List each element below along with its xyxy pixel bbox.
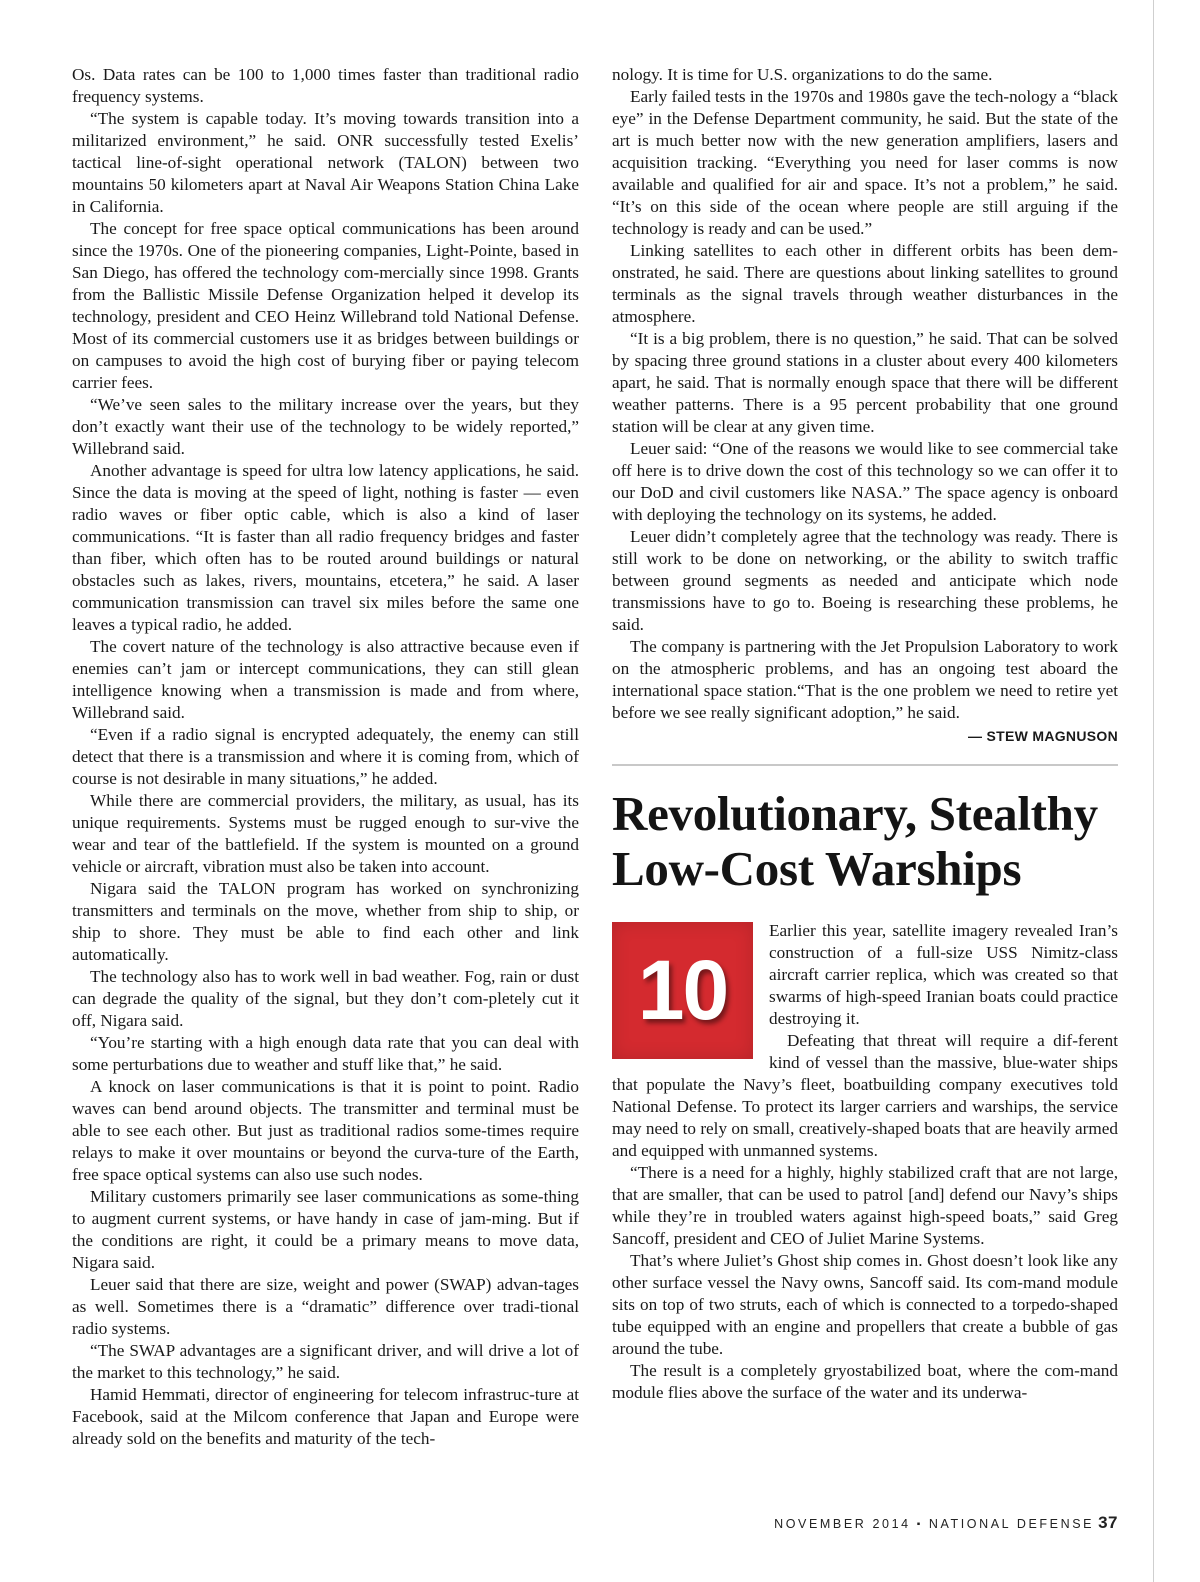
footer-issue-date: NOVEMBER 2014 <box>774 1517 911 1531</box>
left-paragraph: While there are commercial providers, the military, as usual, has its unique requirements. Systems must be rugged enough to sur-vive the wear and tear of the battlefield. If the system is mounted on a ground vehicle or aircraft, vibration must also be taken into account. <box>72 791 579 876</box>
article-paragraph: “There is a need for a highly, highly stabilized craft that are not large, that are smaller, that can be used to patrol [and] defend our Navy’s ships while they’re in troubled waters against high-speed boats,” said Greg Sancoff, president and CEO of Juliet Marine Systems. <box>612 1163 1118 1248</box>
right-paragraph: Leuer said: “One of the reasons we would like to see commercial take off here is to drive down the cost of this technology so we can offer it to our DoD and civil customers like NASA.” The space agency is onboard with deploying the technology on its systems, he added. <box>612 439 1118 524</box>
right-paragraph: nology. It is time for U.S. organizations to do the same. <box>612 65 993 84</box>
page-edge-rule <box>1153 0 1154 1582</box>
left-paragraph: Nigara said the TALON program has worked on synchronizing transmitters and terminals on the move, whether from ship to ship, or ship to shore. They must be able to find each other and link automatically. <box>72 879 579 964</box>
footer-publication: NATIONAL DEFENSE <box>928 1517 1095 1531</box>
left-paragraph: Hamid Hemmati, director of engineering for telecom infrastruc-ture at Facebook, said at the Milcom conference that Japan and Europe were already sold on the benefits and maturity of the tech- <box>72 1385 579 1448</box>
left-paragraph: “We’ve seen sales to the military increase over the years, but they don’t exactly want their use of the technology to be widely reported,” Willebrand said. <box>72 395 579 458</box>
rank-number-badge <box>612 922 753 1059</box>
left-paragraph: “The SWAP advantages are a significant driver, and will drive a lot of the market to this technology,” he said. <box>72 1341 579 1382</box>
article-paragraph: The result is a completely gryostabilized boat, where the com-mand module flies above the surface of the water and its underwa- <box>612 1361 1118 1402</box>
article-byline: — STEW MAGNUSON <box>968 728 1118 744</box>
left-paragraph: The technology also has to work well in bad weather. Fog, rain or dust can degrade the quality of the signal, but they don’t com-pletely cut it off, Nigara said. <box>72 967 579 1030</box>
left-paragraph: The concept for free space optical communications has been around since the 1970s. One of the pioneering companies, Light-Pointe, based in San Diego, has offered the technology com-mercially since 1998. Grants from the Ballistic Missile Defense Organization helped it develop its technology, president and CEO Heinz Willebrand told National Defense. Most of its commercial customers use it as bridges between buildings or on campuses to avoid the high cost of burying fiber or paying telecom carrier fees. <box>72 219 579 392</box>
right-paragraph: “It is a big problem, there is no question,” he said. That can be solved by spacing three ground stations in a cluster about every 400 kilometers apart, he said. That is normally enough space that there will be different weather patterns. There is a 95 percent probability that one ground station will be clear at any given time. <box>612 329 1118 436</box>
left-column <box>72 64 579 1450</box>
article-paragraph: Earlier this year, satellite imagery revealed Iran’s construction of a full-size USS Nimitz-class aircraft carrier replica, which was created so that swarms of high-speed Iranian boats could practice destroying it. <box>769 921 1118 1028</box>
page-number: 37 <box>1098 1513 1118 1532</box>
article-headline <box>612 786 1118 896</box>
left-paragraph: “The system is capable today. It’s moving towards transition into a militarized environment,” he said. ONR successfully tested Exelis’ tactical line-of-sight operational network (TALON) between two mountains 50 kilometers apart at Naval Air Weapons Station China Lake in California. <box>72 109 579 216</box>
left-paragraph: Leuer said that there are size, weight and power (SWAP) advan-tages as well. Sometimes there is a “dramatic” difference over tradi-tional radio systems. <box>72 1275 579 1338</box>
right-column <box>612 64 1118 1404</box>
right-paragraph: Linking satellites to each other in different orbits has been dem-onstrated, he said. There are questions about linking satellites to ground terminals as the signal travels through weather disturbances in the atmosphere. <box>612 241 1118 326</box>
rank-number: 10 <box>637 943 728 1037</box>
headline-line-2: Low-Cost Warships <box>612 841 1022 896</box>
right-paragraph: The company is partnering with the Jet Propulsion Laboratory to work on the atmospheric problems, and has an ongoing test aboard the international space station.“That is the one problem we need to retire yet before we see really significant adoption,” he said. <box>612 637 1118 722</box>
right-paragraph: Leuer didn’t completely agree that the technology was ready. There is still work to be done on networking, or the ability to switch traffic between ground segments as needed and anticipate which node transmissions have to go to. Boeing is researching these problems, he said. <box>612 527 1118 634</box>
left-paragraph: Another advantage is speed for ultra low latency applications, he said. Since the data is moving at the speed of light, nothing is faster — even radio waves or fiber optic cable, which is also a kind of laser communications. “It is faster than all radio frequency bridges and faster than fiber, which often has to be routed around buildings or natural obstacles such as lakes, rivers, mountains, etcetera,” he said. A laser communication transmission can travel six miles before the same one leaves a typical radio, he added. <box>72 461 579 634</box>
article-paragraph: That’s where Juliet’s Ghost ship comes in. Ghost doesn’t look like any other surface vessel the Navy owns, Sancoff said. Its com-mand module sits on top of two struts, each of which is connected to a torpedo-shaped tube equipped with an engine and propellers that create a bubble of gas around the tube. <box>612 1251 1118 1358</box>
article-paragraph: Defeating that threat will require a dif-ferent kind of vessel than the massive, blue-water ships that populate the Navy’s fleet, boatbuilding company executives told National Defense. To protect its larger carriers and warships, the service may need to rely on small, creatively-shaped boats that are heavily armed and equipped with unmanned systems. <box>612 1031 1118 1160</box>
section-divider <box>612 764 1118 766</box>
left-paragraph: Os. Data rates can be 100 to 1,000 times faster than traditional radio frequency systems. <box>72 65 579 106</box>
right-paragraph: Early failed tests in the 1970s and 1980s gave the tech-nology a “black eye” in the Defense Department community, he said. But the state of the art is much better now with the new generation amplifiers, lasers and acquisition tracking. “Everything you need for laser comms is now available and qualified for air and space. It’s not a problem,” he said. “It’s on this side of the ocean where people are still arguing if the technology is ready and can be used.” <box>612 87 1118 238</box>
left-paragraph: “You’re starting with a high enough data rate that you can deal with some perturbations due to weather and stuff like that,” he said. <box>72 1033 579 1074</box>
left-paragraph: Military customers primarily see laser communications as some-thing to augment current systems, or have handy in case of jam-ming. But if the conditions are right, it could be a primary means to move data, Nigara said. <box>72 1187 579 1272</box>
left-paragraph: A knock on laser communications is that it is point to point. Radio waves can bend around objects. The transmitter and terminal must be able to see each other. But just as traditional radios some-times require relays to make it over mountains or beyond the curva-ture of the Earth, free space optical systems can also use such nodes. <box>72 1077 579 1184</box>
headline-line-1: Revolutionary, Stealthy <box>612 786 1098 841</box>
page-footer <box>774 1513 1118 1533</box>
left-paragraph: The covert nature of the technology is also attractive because even if enemies can’t jam or intercept communications, they can still glean intelligence knowing when a transmission is made and from where, Willebrand said. <box>72 637 579 722</box>
left-paragraph: “Even if a radio signal is encrypted adequately, the enemy can still detect that there is a transmission and where it is coming from, which of course is not desirable in many situations,” he added. <box>72 725 579 788</box>
footer-separator: ▪ <box>916 1519 923 1530</box>
